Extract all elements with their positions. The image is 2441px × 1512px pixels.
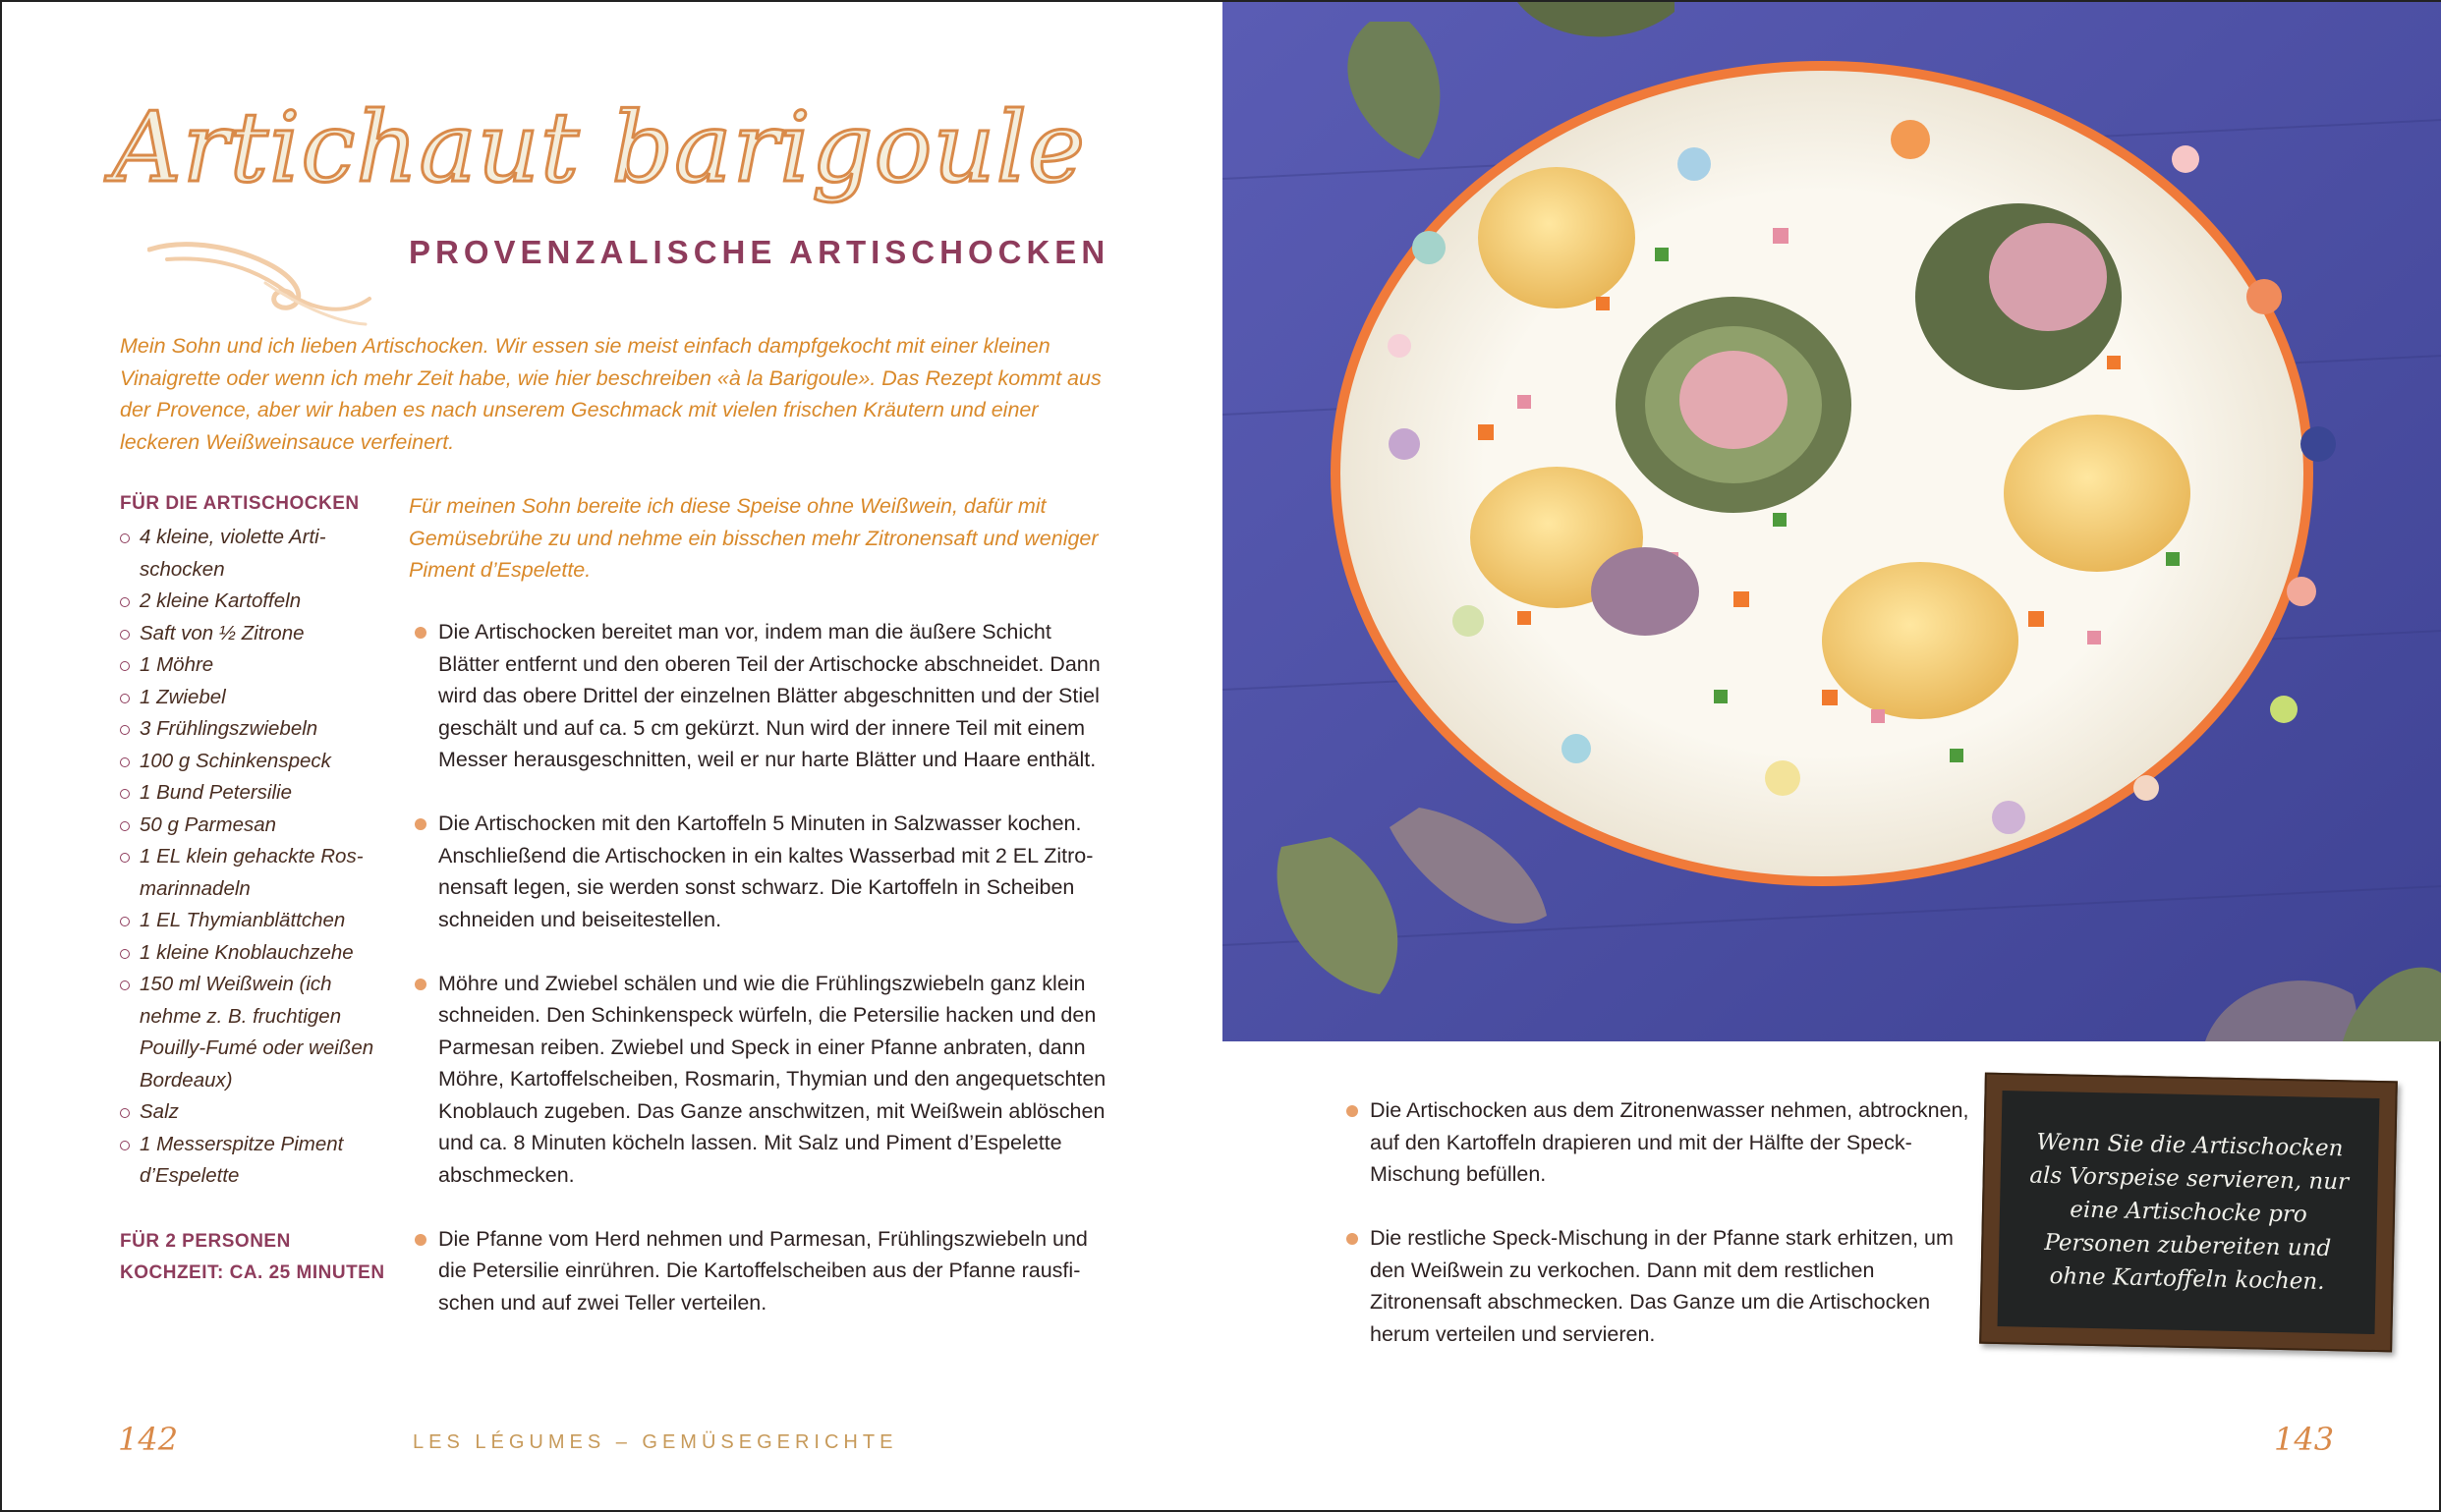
method-step: Die restliche Speck-Mischung in der Pfanne stark erhitzen, um den Weißwein zu verkochen. Dann mit dem restlichen Zitronensaft abschmecken. Das Ganze um die Artischocken herum verteilen und servieren. [1340,1222,1969,1350]
intro-paragraph: Mein Sohn und ich lieben Artischocken. Wir essen sie meist einfach dampfgekocht mit einer kleinen Vinaigrette oder wenn ich mehr Zeit habe, wie hier beschreiben «à la Barigoule». Das Rezept kommt aus der Provence, aber wir haben es nach unserem Geschmack mit vielen frischen Kräutern und einer leckeren Weißweinsauce verfeinert. [120,334,1102,454]
running-head: LES LÉGUMES – GEMÜSEGERICHTE [413,1431,898,1453]
ingredient-item: 100 g Schinkenspeck [120,746,375,778]
ingredient-item: 150 ml Weißwein (ich nehme z. B. fruchtigen Pouilly-Fumé oder weißen Bordeaux) [120,969,375,1096]
ingredient-item: 1 Möhre [120,649,375,682]
method-steps-right [1340,1094,1969,1382]
page-number-right: 143 [2274,1421,2335,1458]
ingredient-item: 1 kleine Knoblauchzehe [120,937,375,970]
ingredient-item: 3 Frühlingszwiebeln [120,713,375,746]
ingredient-item: Salz [120,1096,375,1129]
dish-photo [1222,2,2441,1041]
ingredient-item: 1 Bund Petersilie [120,777,375,810]
ingredient-item: 1 EL Thymianblättchen [120,905,375,937]
method-step: Die Artischocken bereitet man vor, indem man die äußere Schicht Blätter entfernt und den oberen Teil der Artischocke abschneidet. Dann wird das obere Drittel der einzelnen Blätter abgeschnitten und der Stiel geschält und auf ca. 5 cm gekürzt. Nun wird der innere Teil mit einem Messer herausgeschnitten, weil er nur harte Blätter und Haare enthält. [409,616,1116,776]
decorative-swirl [147,234,373,332]
ingredient-item: 1 EL klein gehackte Rosmarinnadeln [120,841,375,905]
ingredient-item: 1 Zwiebel [120,682,375,714]
ingredient-item: 1 Messerspitze Piment d’Espelette [120,1129,375,1193]
recipe-title: Artichaut barigoule [112,92,1086,204]
page-number-left: 142 [118,1421,179,1458]
servings-info [120,1226,385,1289]
chalkboard-text: Wenn Sie die Artischocken als Vorspeise servieren, nur eine Artischocke pro Personen zubereiten und ohne Kartoffeln kochen. [2029,1129,2350,1295]
servings: FÜR 2 PERSONEN [120,1231,291,1252]
method-step: Möhre und Zwiebel schälen und wie die Frühlingszwiebeln ganz klein schneiden. Den Schinkenspeck würfeln, die Petersilie hacken und den Parmesan reiben. Zwiebel und Speck in einer Pfanne anbraten, dann Möhre, Kartoffelscheiben, Rosmarin, Thymian und den angequetschten Knoblauch zugeben. Das Ganze anschwitzen, mit Weißwein ablöschen und ca. 8 Minuten köcheln lassen. Mit Salz und Piment d’Espelette abschmecken. [409,968,1116,1192]
ingredient-item: 50 g Parmesan [120,810,375,842]
author-note: Für meinen Sohn bereite ich diese Speise ohne Weißwein, dafür mit Gemüsebrühe zu und nehme ein bisschen mehr Zitronensaft und weniger Piment d’Espelette. [409,494,1099,582]
ingredients-heading: FÜR DIE ARTISCHOCKEN [120,493,360,514]
ingredient-item: 4 kleine, violette Artischocken [120,522,375,586]
chalkboard-tip [1979,1073,2398,1353]
method-step: Die Pfanne vom Herd nehmen und Parmesan, Frühlingszwiebeln und die Petersilie einrühren. Die Kartoffelscheiben aus der Pfanne rausfischen und auf zwei Teller verteilen. [409,1223,1116,1319]
method-step: Die Artischocken aus dem Zitronenwasser nehmen, abtrocknen, auf den Kartoffeln drapieren und mit der Hälfte der Speck-Mischung befüllen. [1340,1094,1969,1191]
ingredient-item: Saft von ½ Zitrone [120,618,375,650]
chalkboard-surface [1998,1091,2380,1334]
ingredient-item: 2 kleine Kartoffeln [120,586,375,618]
method-step: Die Artischocken mit den Kartoffeln 5 Minuten in Salzwasser kochen. Anschließend die Artischocken in ein kaltes Wasserbad mit 2 EL Zitronensaft legen, sie werden sonst schwarz. Die Kartoffeln in Scheiben schneiden und beiseitestellen. [409,808,1116,935]
ingredients-list [120,522,375,1193]
recipe-subtitle: PROVENZALISCHE ARTISCHOCKEN [409,234,1110,270]
cook-time: KOCHZEIT: CA. 25 MINUTEN [120,1262,385,1283]
method-steps-left [409,616,1116,1351]
